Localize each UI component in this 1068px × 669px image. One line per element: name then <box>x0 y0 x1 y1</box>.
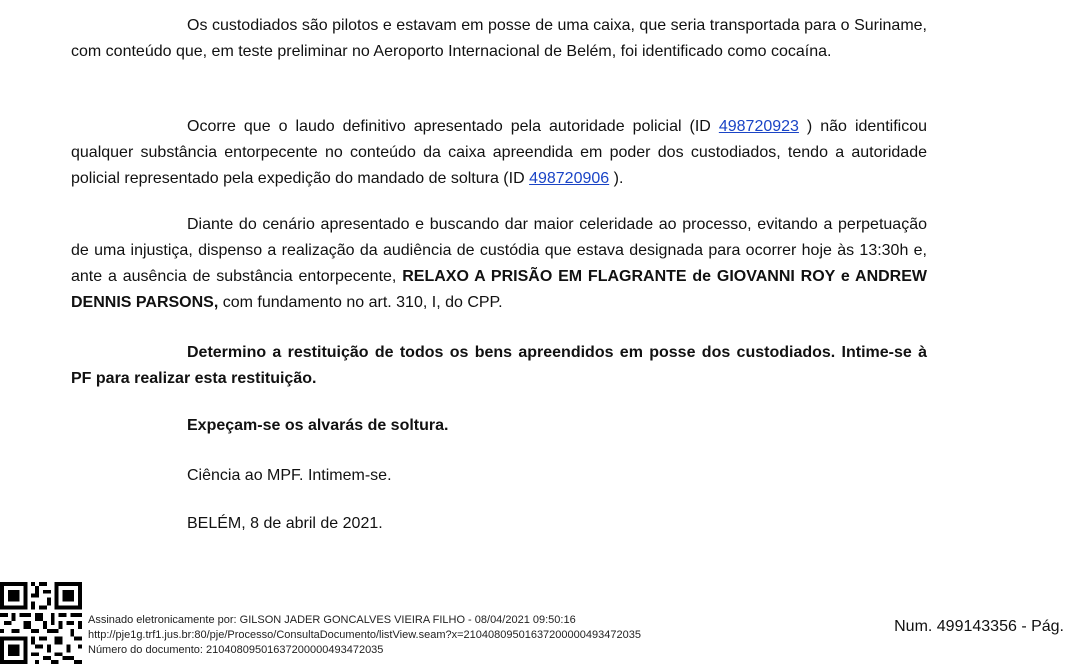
date-line: BELÉM, 8 de abril de 2021. <box>187 515 383 532</box>
paragraph-text-3: ). <box>609 170 624 187</box>
signed-by: Assinado eletronicamente por: GILSON JADER GONCALVES VIEIRA FILHO - 08/04/2021 09:50:16 <box>88 614 576 626</box>
document-id-link-2[interactable]: 498720906 <box>529 170 610 187</box>
document-number: Número do documento: 21040809501637200000493472035 <box>88 644 384 656</box>
paragraph-bold-relaxo: RELAXO A PRISÃO EM FLAGRANTE de GIOVANNI ROY e ANDREW DENNIS PARSONS, <box>71 268 928 311</box>
document-closing <box>71 0 927 560</box>
document-footer <box>0 578 1068 669</box>
paragraph-text-1: Ocorre que o laudo definitivo apresentado pela autoridade policial (ID <box>187 118 719 135</box>
document-id-link-1[interactable]: 498720923 <box>718 118 799 135</box>
paragraph-text-2: ) não identificou qualquer substância entorpecente no conteúdo da caixa apreendida em poder dos custodiados, tendo a autoridade policial representado pela expedição do mandado de soltura (ID <box>71 118 928 187</box>
alvaras-text: Expeçam-se os alvarás de soltura. <box>187 417 449 434</box>
alvaras-line <box>187 413 448 439</box>
paragraph-text: Os custodiados são pilotos e estavam em posse de uma caixa, que seria transportada para o Suriname, com conteúdo que, em teste preliminar no Aeroporto Internacional de Belém, foi identificado como cocaína. <box>71 17 927 60</box>
ciencia-line: Ciência ao MPF. Intimem-se. <box>187 467 392 484</box>
paragraph-bold-restituicao: Determino a restituição de todos os bens apreendidos em posse dos custodiados. Intime-se à PF para realizar esta restituição. <box>71 344 927 387</box>
page-number: Num. 499143356 - Pág. <box>894 618 1064 635</box>
paragraph-text-1: Diante do cenário apresentado e buscando dar maior celeridade ao processo, evitando a perpetuação de uma injustiça, dispenso a realização da audiência de custódia que estava designada para ocorrer hoje às 13:30h e, ante a ausência de substância entorpecente, <box>71 216 927 285</box>
paragraph-text-2: com fundamento no art. 310, I, do CPP. <box>218 294 503 311</box>
signature-info <box>88 613 641 658</box>
verification-url[interactable]: http://pje1g.trf1.jus.br:80/pje/Processo/ConsultaDocumento/listView.seam?x=21040809501637200000493472035 <box>88 629 641 641</box>
qr-code-icon <box>0 582 82 664</box>
